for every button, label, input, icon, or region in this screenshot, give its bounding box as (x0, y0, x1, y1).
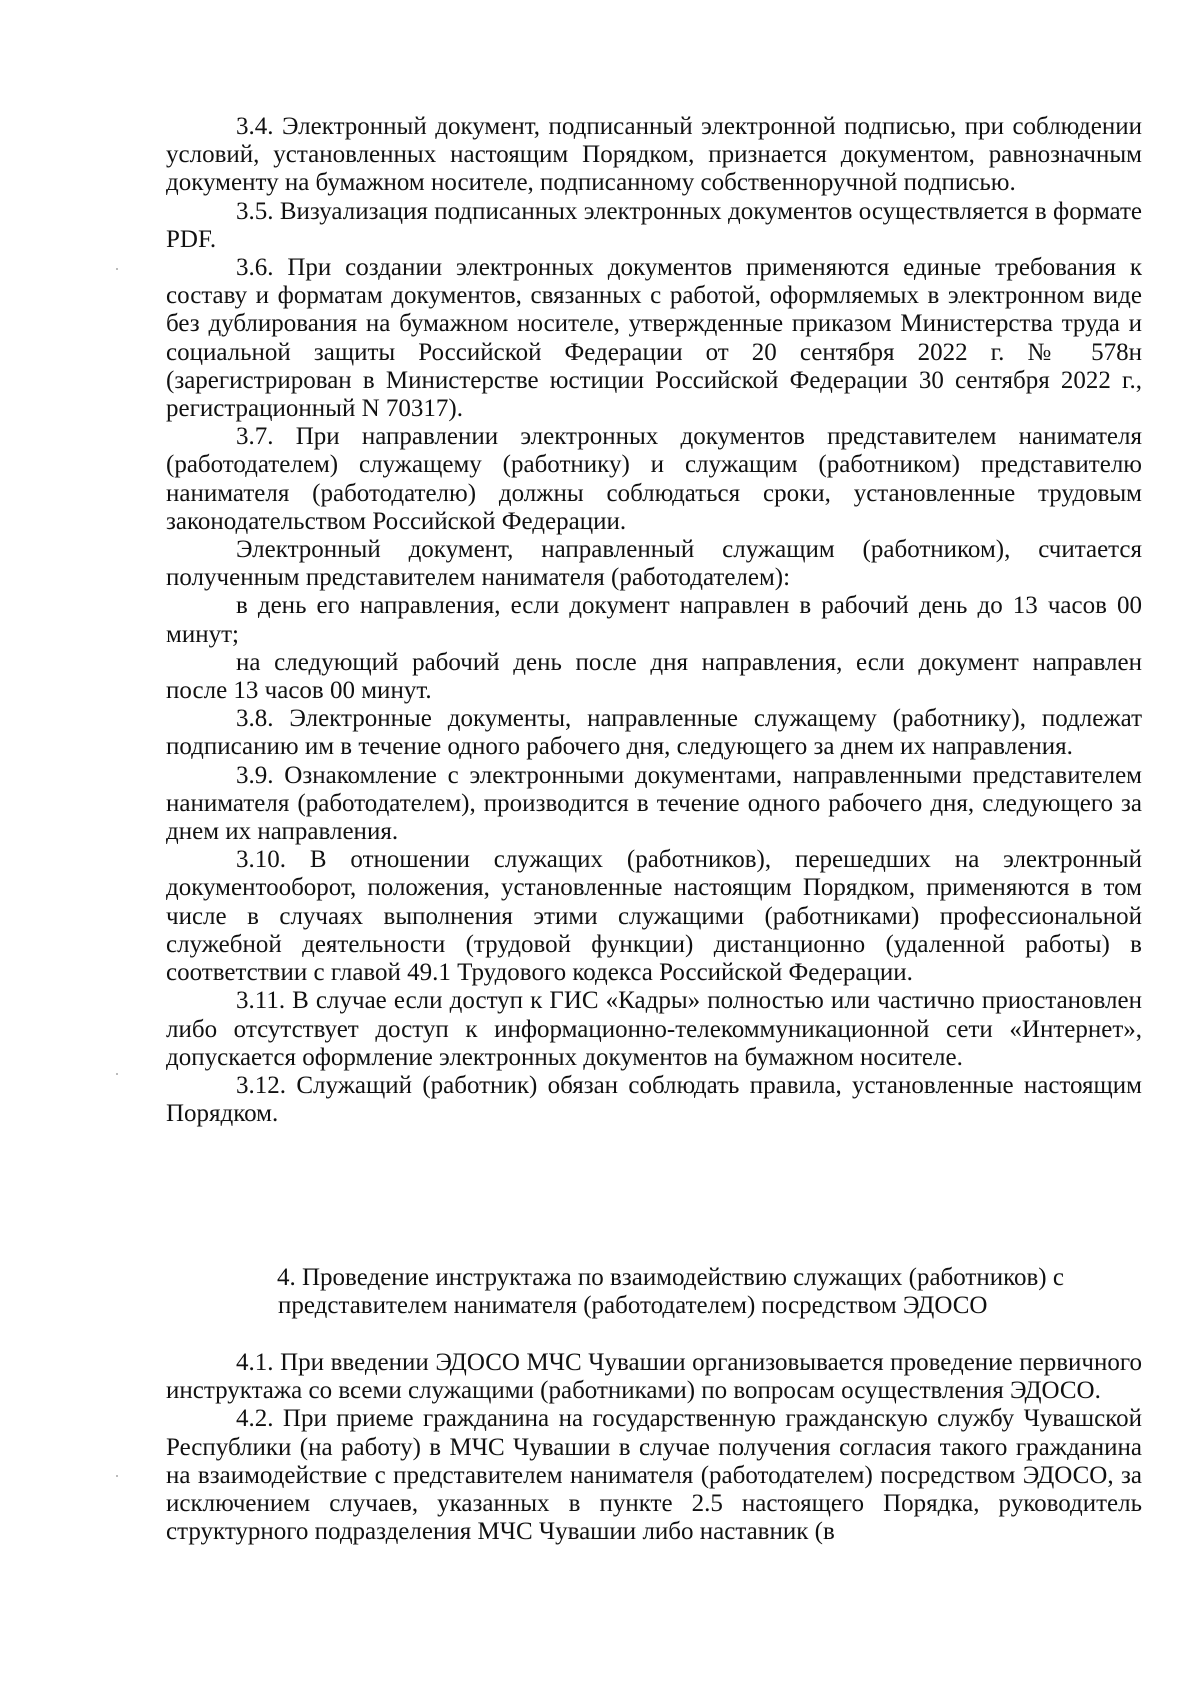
paragraph-3-12: 3.12. Служащий (работник) обязан соблюдать правила, установленные настоящим Порядком. (166, 1071, 1142, 1128)
section-4-heading-line-1: 4. Проведение инструктажа по взаимодействию служащих (работников) с (277, 1264, 1064, 1291)
paragraph-3-7-next-day: на следующий рабочий день после дня направления, если документ направлен после 13 часов 00 минут. (166, 648, 1142, 705)
paragraph-3-10: 3.10. В отношении служащих (работников), перешедших на электронный документооборот, положения, установленные настоящим Порядком, применяются в том числе в случаях выполнения этими служащими (работниками) профессиональной служебной деятельности (трудовой функции) дистанционно (удаленной работы) в соответствии с главой 49.1 Трудового кодекса Российской Федерации. (166, 846, 1142, 987)
paragraph-4-2: 4.2. При приеме гражданина на государственную гражданскую службу Чувашской Республики (на работу) в МЧС Чувашии в случае получения согласия такого гражданина на взаимодействие с представителем нанимателя (работодателем) посредством ЭДОСО, за исключением случаев, указанных в пункте 2.5 настоящего Порядка, руководитель структурного подразделения МЧС Чувашии либо наставник (в (166, 1405, 1142, 1546)
section-4-heading (277, 1264, 1137, 1320)
paragraph-3-7: 3.7. При направлении электронных документов представителем нанимателя (работодателем) служащему (работнику) и служащим (работником) представителю нанимателя (работодателю) должны соблюдаться сроки, установленные трудовым законодательством Российской Федерации. (166, 423, 1142, 535)
scan-mark (116, 1475, 118, 1477)
paragraph-4-1: 4.1. При введении ЭДОСО МЧС Чувашии организовывается проведение первичного инструктажа со всеми служащими (работниками) по вопросам осуществления ЭДОСО. (166, 1349, 1142, 1405)
section-4-heading-line-2: представителем нанимателя (работодателем) посредством ЭДОСО (278, 1292, 988, 1320)
paragraph-3-5: 3.5. Визуализация подписанных электронных документов осуществляется в формате PDF. (166, 197, 1142, 253)
paragraph-3-4: 3.4. Электронный документ, подписанный электронной подписью, при соблюдении условий, установленных настоящим Порядком, признается документом, равнозначным документу на бумажном носителе, подписанному собственноручной подписью. (166, 113, 1142, 197)
paragraph-3-7-received: Электронный документ, направленный служащим (работником), считается полученным представителем нанимателя (работодателем): (166, 536, 1142, 592)
section-4-body (166, 1349, 1142, 1546)
paragraph-3-6: 3.6. При создании электронных документов применяются единые требования к составу и форматам документов, связанных с работой, оформляемых в электронном виде без дублирования на бумажном носителе, утвержденные приказом Министерства труда и социальной защиты Российской Федерации от 20 сентября 2022 г. № 578н (зарегистрирован в Министерстве юстиции Российской Федерации 30 сентября 2022 г., регистрационный N 70317). (166, 254, 1142, 423)
section-3-body (166, 113, 1142, 1128)
scan-mark (116, 268, 118, 270)
paragraph-3-8: 3.8. Электронные документы, направленные служащему (работнику), подлежат подписанию им в течение одного рабочего дня, следующего за днем их направления. (166, 705, 1142, 761)
paragraph-3-11: 3.11. В случае если доступ к ГИС «Кадры» полностью или частично приостановлен либо отсутствует доступ к информационно-телекоммуникационной сети «Интернет», допускается оформление электронных документов на бумажном носителе. (166, 987, 1142, 1071)
paragraph-3-9: 3.9. Ознакомление с электронными документами, направленными представителем нанимателя (работодателем), производится в течение одного рабочего дня, следующего за днем их направления. (166, 761, 1142, 846)
paragraph-3-7-same-day: в день его направления, если документ направлен в рабочий день до 13 часов 00 минут; (166, 592, 1142, 648)
scan-mark (116, 1073, 118, 1075)
